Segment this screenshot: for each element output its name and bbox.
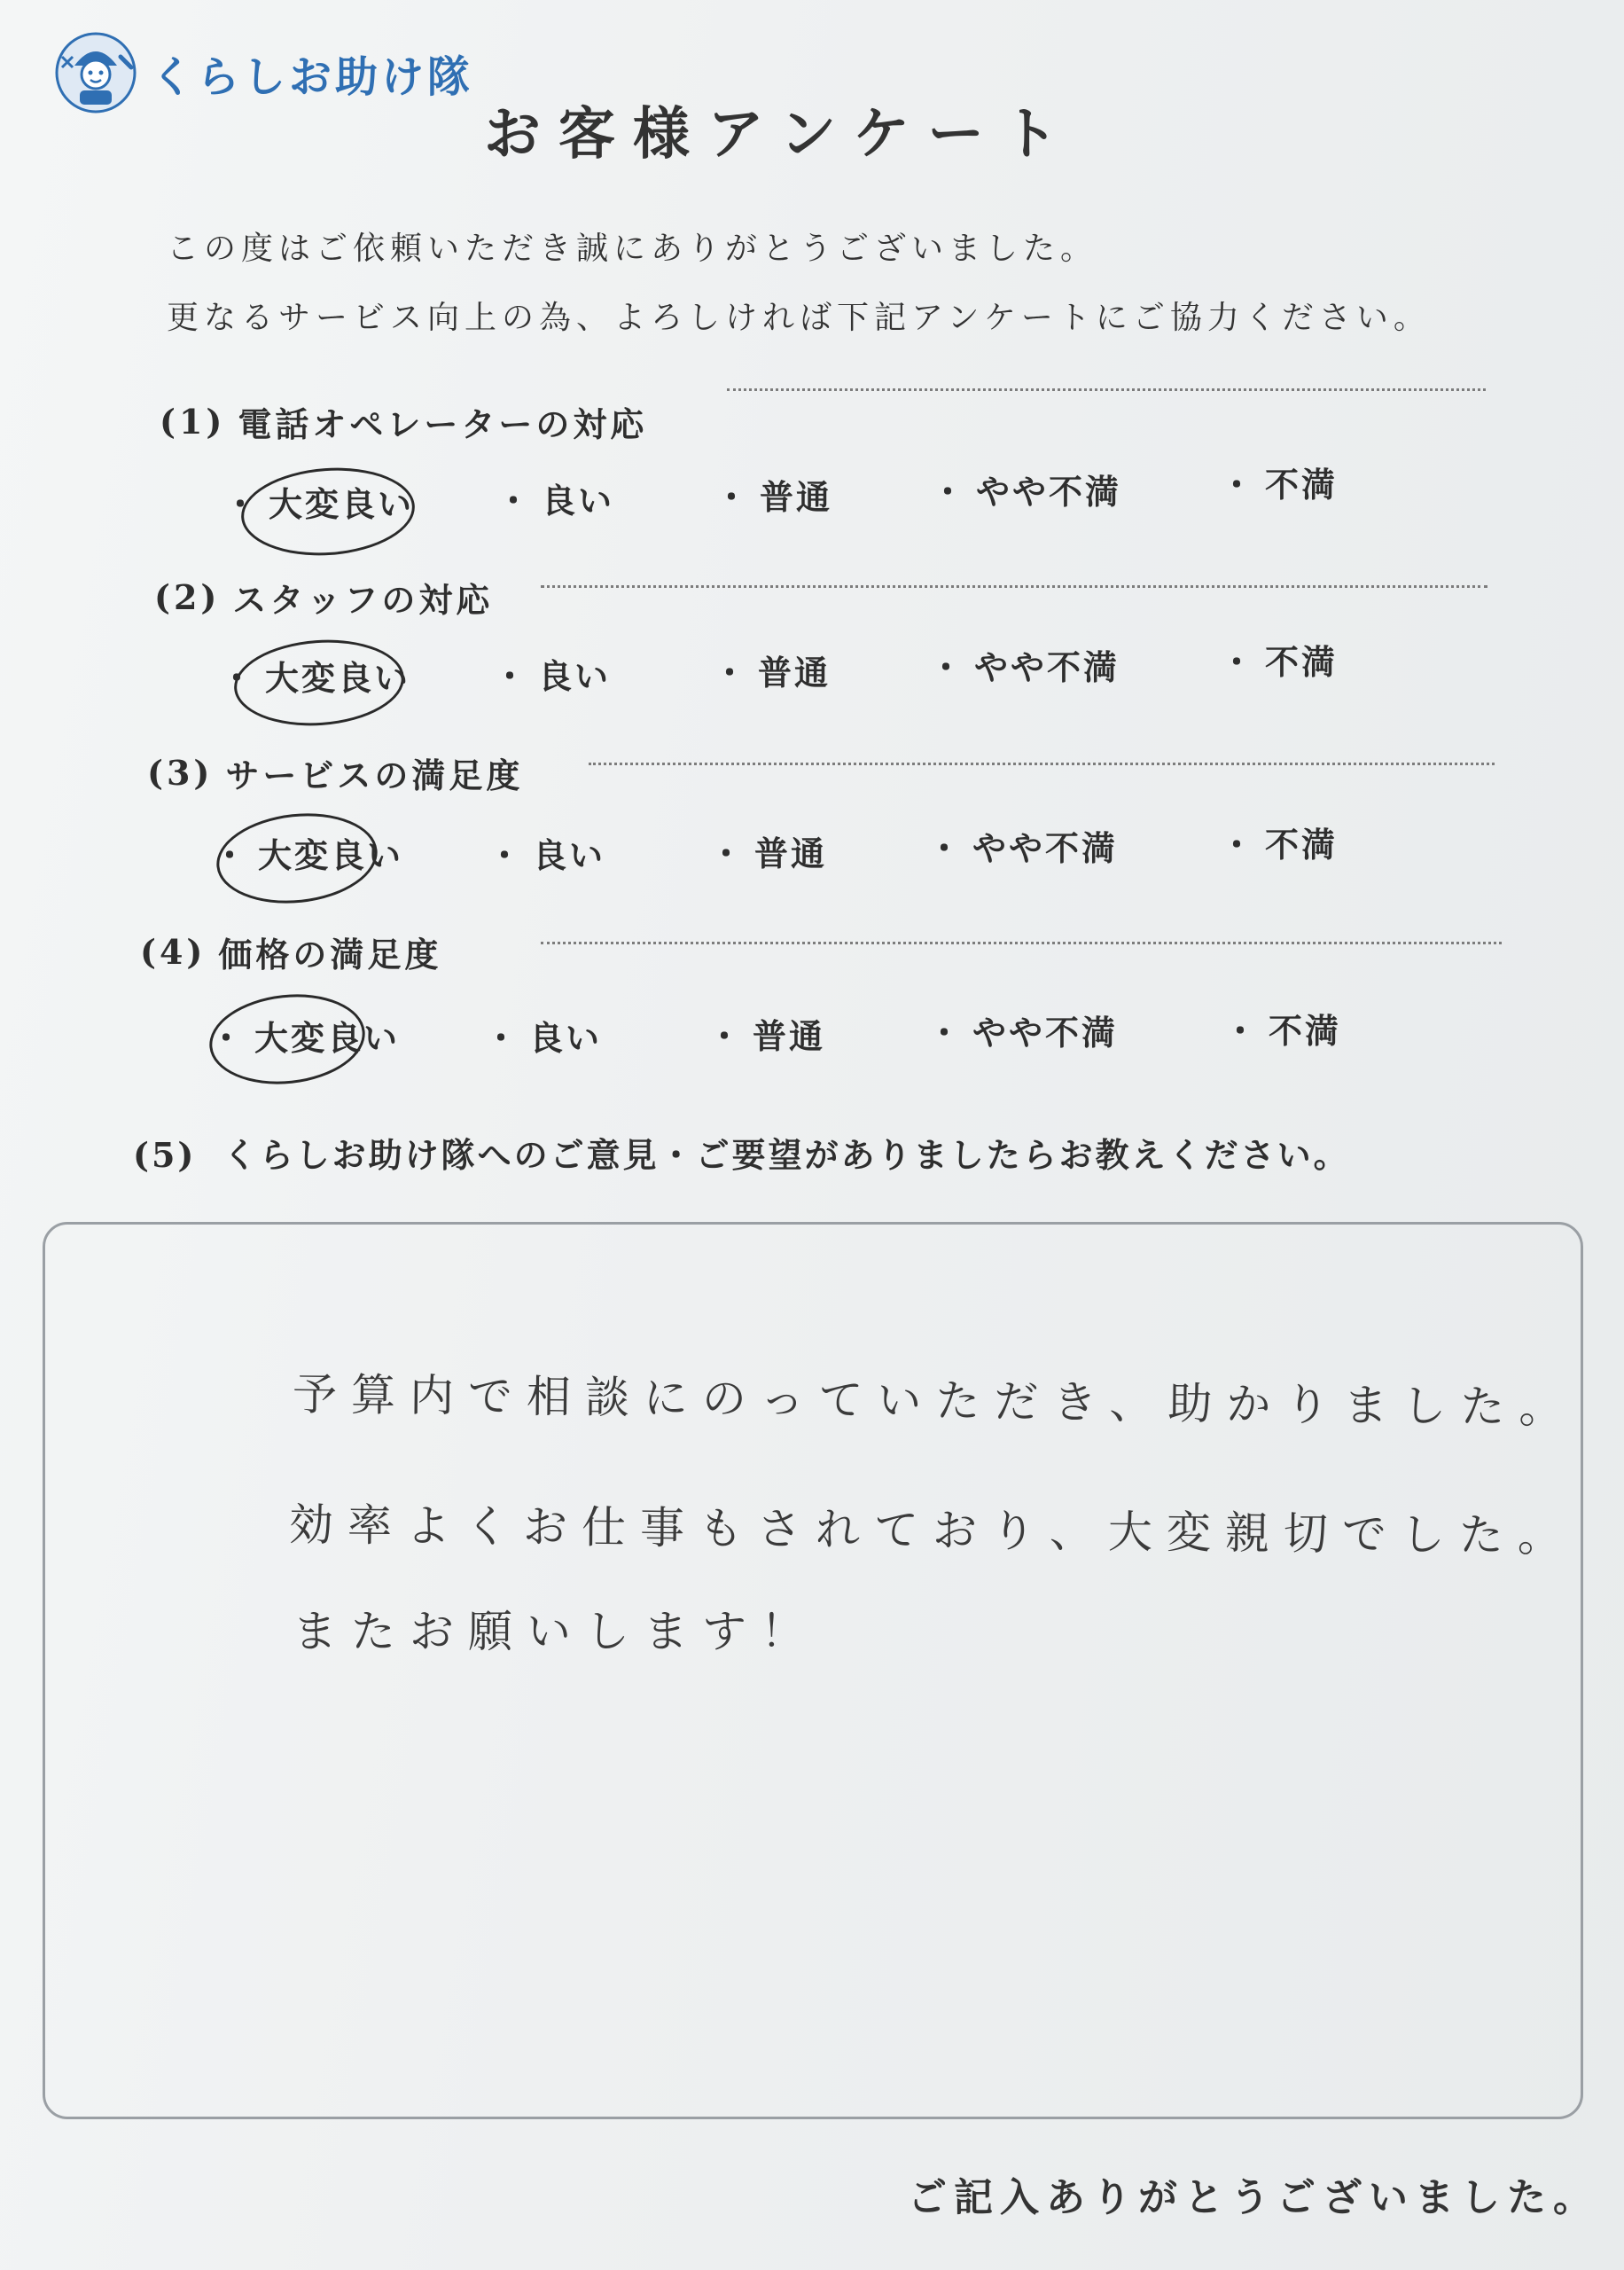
question-3-number: (3)	[147, 753, 214, 793]
question-1-option-5[interactable]: ・ 不満	[1220, 465, 1339, 505]
question-4-option-2[interactable]: ・ 良い	[484, 1018, 603, 1058]
question-2-option-1[interactable]: ・ 大変良い	[220, 658, 411, 698]
question-4-option-3[interactable]: ・ 普通	[707, 1016, 826, 1056]
question-3-label: サービスの満足度	[225, 755, 524, 795]
question-2-option-5[interactable]: ・ 不満	[1220, 642, 1339, 682]
question-2-option-2[interactable]: ・ 良い	[493, 656, 612, 696]
question-4-option-5[interactable]: ・ 不満	[1223, 1011, 1342, 1051]
question-4-leader	[541, 942, 1502, 944]
brand-name: くらしお助け隊	[151, 51, 474, 102]
closing-thanks: ご記入ありがとうございました。	[908, 2175, 1599, 2220]
question-4-option-1[interactable]: ・ 大変良い	[209, 1018, 401, 1058]
question-1-option-2[interactable]: ・ 良い	[496, 481, 615, 521]
question-2-label: スタッフの対応	[232, 580, 494, 620]
question-5-number: (5)	[133, 1135, 197, 1175]
question-3-option-4[interactable]: ・ やや不満	[927, 828, 1119, 868]
question-1-option-3[interactable]: ・ 普通	[714, 477, 833, 517]
page-title: お客様アンケート	[483, 101, 1077, 168]
question-1-option-1[interactable]: ・ 大変良い	[223, 484, 415, 524]
question-4-label: 価格の満足度	[218, 935, 442, 975]
question-5-label: くらしお助け隊へのご意見・ご要望がありましたらお教えください。	[223, 1135, 1350, 1175]
question-3-leader	[589, 763, 1495, 765]
question-5-heading	[133, 1128, 1350, 1177]
question-2-heading	[154, 573, 493, 622]
question-3-heading	[147, 748, 523, 797]
question-3-option-5[interactable]: ・ 不満	[1220, 825, 1339, 865]
question-4-number: (4)	[140, 932, 207, 972]
question-2-number: (2)	[154, 577, 221, 617]
comment-box[interactable]	[43, 1222, 1583, 2119]
question-4-option-4[interactable]: ・ やや不満	[927, 1013, 1119, 1053]
question-4-heading	[140, 928, 441, 976]
question-3-option-1[interactable]: ・ 大変良い	[213, 835, 404, 875]
intro-line-1: この度はご依頼いただき誠にありがとうございました。	[167, 231, 1098, 267]
question-1-label: 電話オペレーターの対応	[238, 404, 648, 444]
question-1-number: (1)	[160, 402, 226, 442]
question-3-option-3[interactable]: ・ 普通	[709, 834, 828, 873]
question-2-option-4[interactable]: ・ やや不満	[929, 647, 1120, 687]
comment-line-1: 予算内で相談にのっていただき、助かりました。	[292, 1368, 1578, 1434]
comment-line-3: またお願いします！	[293, 1606, 819, 1657]
question-1-option-4[interactable]: ・ やや不満	[931, 472, 1122, 512]
intro-line-2: 更なるサービス向上の為、よろしければ下記アンケートにご協力ください。	[167, 300, 1431, 336]
comment-line-2: 効率よくお仕事もされており、大変親切でした。	[288, 1499, 1577, 1562]
question-3-option-2[interactable]: ・ 良い	[488, 835, 606, 875]
question-2-leader	[541, 585, 1487, 588]
question-1-heading	[160, 397, 647, 446]
question-1-leader	[727, 388, 1486, 391]
question-2-option-3[interactable]: ・ 普通	[713, 653, 832, 693]
